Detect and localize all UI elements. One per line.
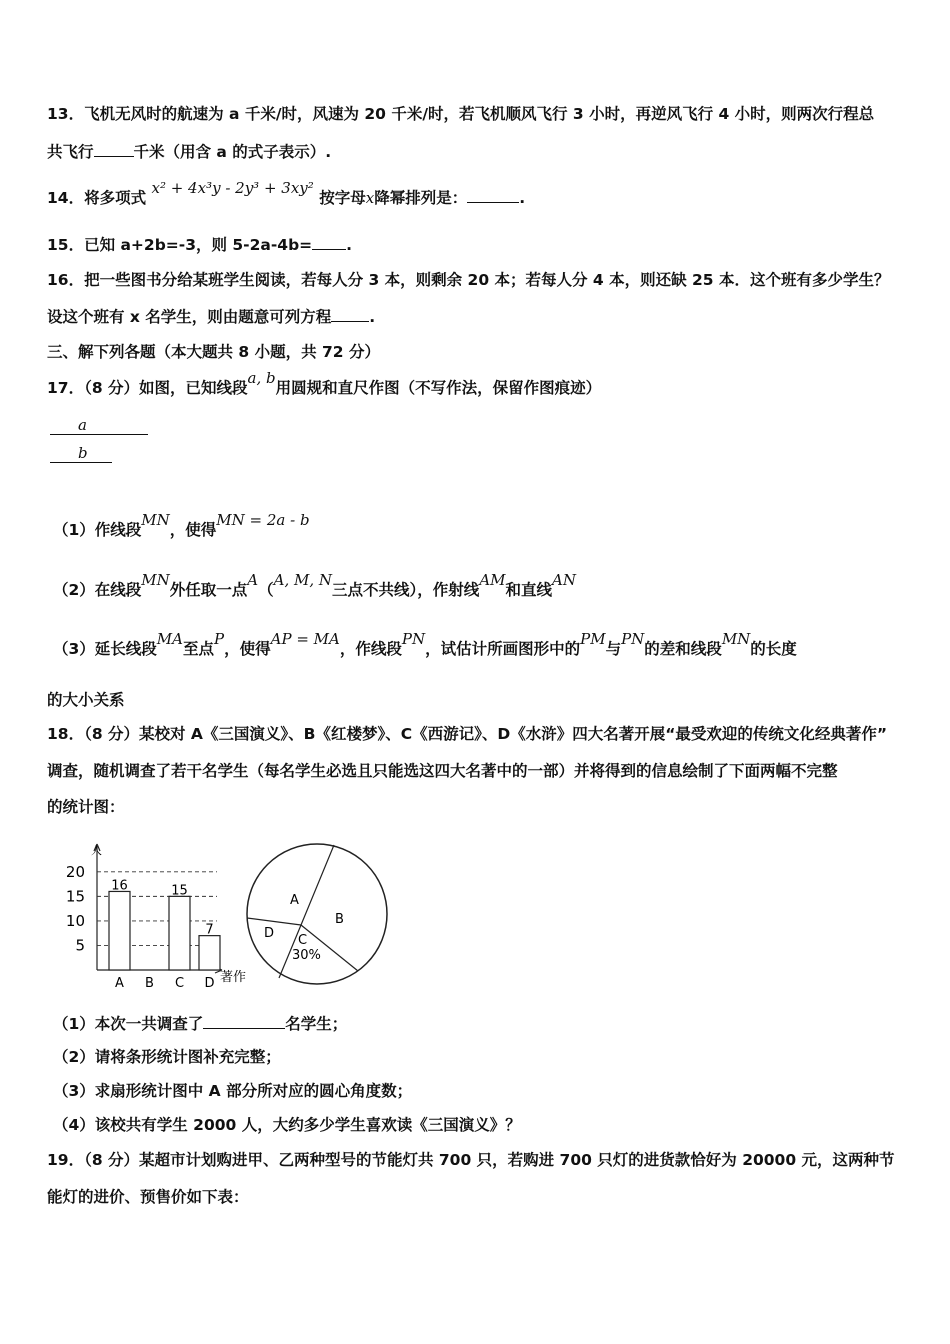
pie-label-b: B: [335, 912, 344, 927]
q17-stem: 17．（8 分）如图，已知线段a, b用圆规和直尺作图（不写作法，保留作图痕迹）: [47, 369, 602, 397]
y-tick-label: 15: [65, 887, 85, 906]
q18-part3: （3）求扇形统计图中 A 部分所对应的圆心角度数；: [53, 1082, 413, 1100]
q16-line1: 16．把一些图书分给某班学生阅读，若每人分 3 本，则剩余 20 本；若每人分 4 本，则还缺 25 本．这个班有多少学生？: [47, 271, 890, 289]
q18-line1: 18．（8 分）某校对 A《三国演义》、B《红楼梦》、C《西游记》、D《水浒》四大名著开展“最受欢迎的传统文化经典著作”: [47, 725, 888, 743]
pie-circle: [247, 844, 387, 984]
q15-line: 15．已知 a+2b=-3，则 5-2a-4b= .: [47, 236, 353, 254]
x-axis-label: 著作: [220, 970, 247, 985]
answer-blank[interactable]: [94, 142, 134, 157]
pie-divider-da: [247, 918, 301, 925]
q17-part3-line2: 的大小关系: [47, 691, 125, 709]
data-label-D: 7: [205, 922, 214, 938]
bar-chart: [55, 840, 270, 990]
y-tick-label: 10: [65, 911, 85, 930]
x-tick-A: A: [115, 976, 124, 990]
bar-A: [109, 891, 130, 970]
q17-part3: （3）延长线段MA至点P，使得AP = MA，作线段PN，试估计所画图形中的PM与PN的差和线段MN的长度: [53, 630, 797, 658]
y-axis-label: 人: [91, 844, 102, 857]
polynomial: x² + 4x³y - 2y³ + 3xy²: [151, 179, 314, 197]
q18-line2: 调查，随机调查了若干名学生（每名学生必选且只能选这四大名著中的一部）并将得到的信息绘制了下面两幅不完整: [47, 762, 838, 780]
x-tick-D: D: [204, 976, 215, 990]
q19-line1: 19．（8 分）某超市计划购进甲、乙两种型号的节能灯共 700 只，若购进 700 只灯的进货款恰好为 20000 元，这两种节: [47, 1151, 895, 1169]
x-tick-C: C: [174, 976, 185, 990]
q18-part4: （4）该校共有学生 2000 人，大约多少学生喜欢读《三国演义》？: [53, 1116, 521, 1134]
q17-part1: （1）作线段MN，使得MN = 2a - b: [53, 511, 310, 539]
y-tick-label: 5: [75, 936, 85, 955]
data-label-A: 16: [111, 878, 128, 894]
q16-line2: 设这个班有 x 名学生，则由题意可列方程 .: [47, 308, 376, 326]
q18-part1: （1）本次一共调查了 名学生；: [53, 1015, 348, 1033]
pie-label-a: A: [290, 893, 299, 908]
pie-label-c: C: [298, 933, 308, 948]
q19-line2: 能灯的进价、预售价如下表：: [47, 1188, 249, 1206]
answer-blank[interactable]: [312, 235, 346, 250]
pie-annotation: 30%: [292, 948, 321, 963]
section-heading: 三、解下列各题（本大题共 8 小题，共 72 分）: [47, 343, 380, 361]
bar-D: [199, 936, 220, 970]
pie-chart: [243, 840, 393, 990]
answer-blank[interactable]: [467, 188, 519, 203]
x-tick-B: B: [145, 976, 154, 990]
data-label-C: 15: [171, 883, 188, 899]
y-tick-label: 20: [65, 862, 85, 881]
q18-part2: （2）请将条形统计图补充完整；: [53, 1048, 281, 1066]
answer-blank[interactable]: [331, 307, 369, 322]
q13-line2: 共飞行 千米（用含 a 的式子表示）.: [47, 143, 332, 161]
bar-C: [169, 896, 190, 970]
segment-b: b: [50, 444, 112, 463]
q17-part2: （2）在线段MN外任取一点A（A, M, N三点不共线），作射线AM和直线AN: [53, 571, 576, 599]
q13-line1: 13．飞机无风时的航速为 a 千米/时，风速为 20 千米/时，若飞机顺风飞行 3 小时，再逆风飞行 4 小时，则两次行程总: [47, 105, 875, 123]
segment-a: a: [50, 416, 148, 435]
pie-divider-ab: [301, 845, 334, 925]
q18-line3: 的统计图：: [47, 798, 125, 816]
answer-blank[interactable]: [203, 1014, 285, 1029]
q14-line: 14．将多项式 x² + 4x³y - 2y³ + 3xy² 按字母x降幂排列是： .: [47, 179, 526, 207]
pie-label-d: D: [264, 926, 275, 941]
